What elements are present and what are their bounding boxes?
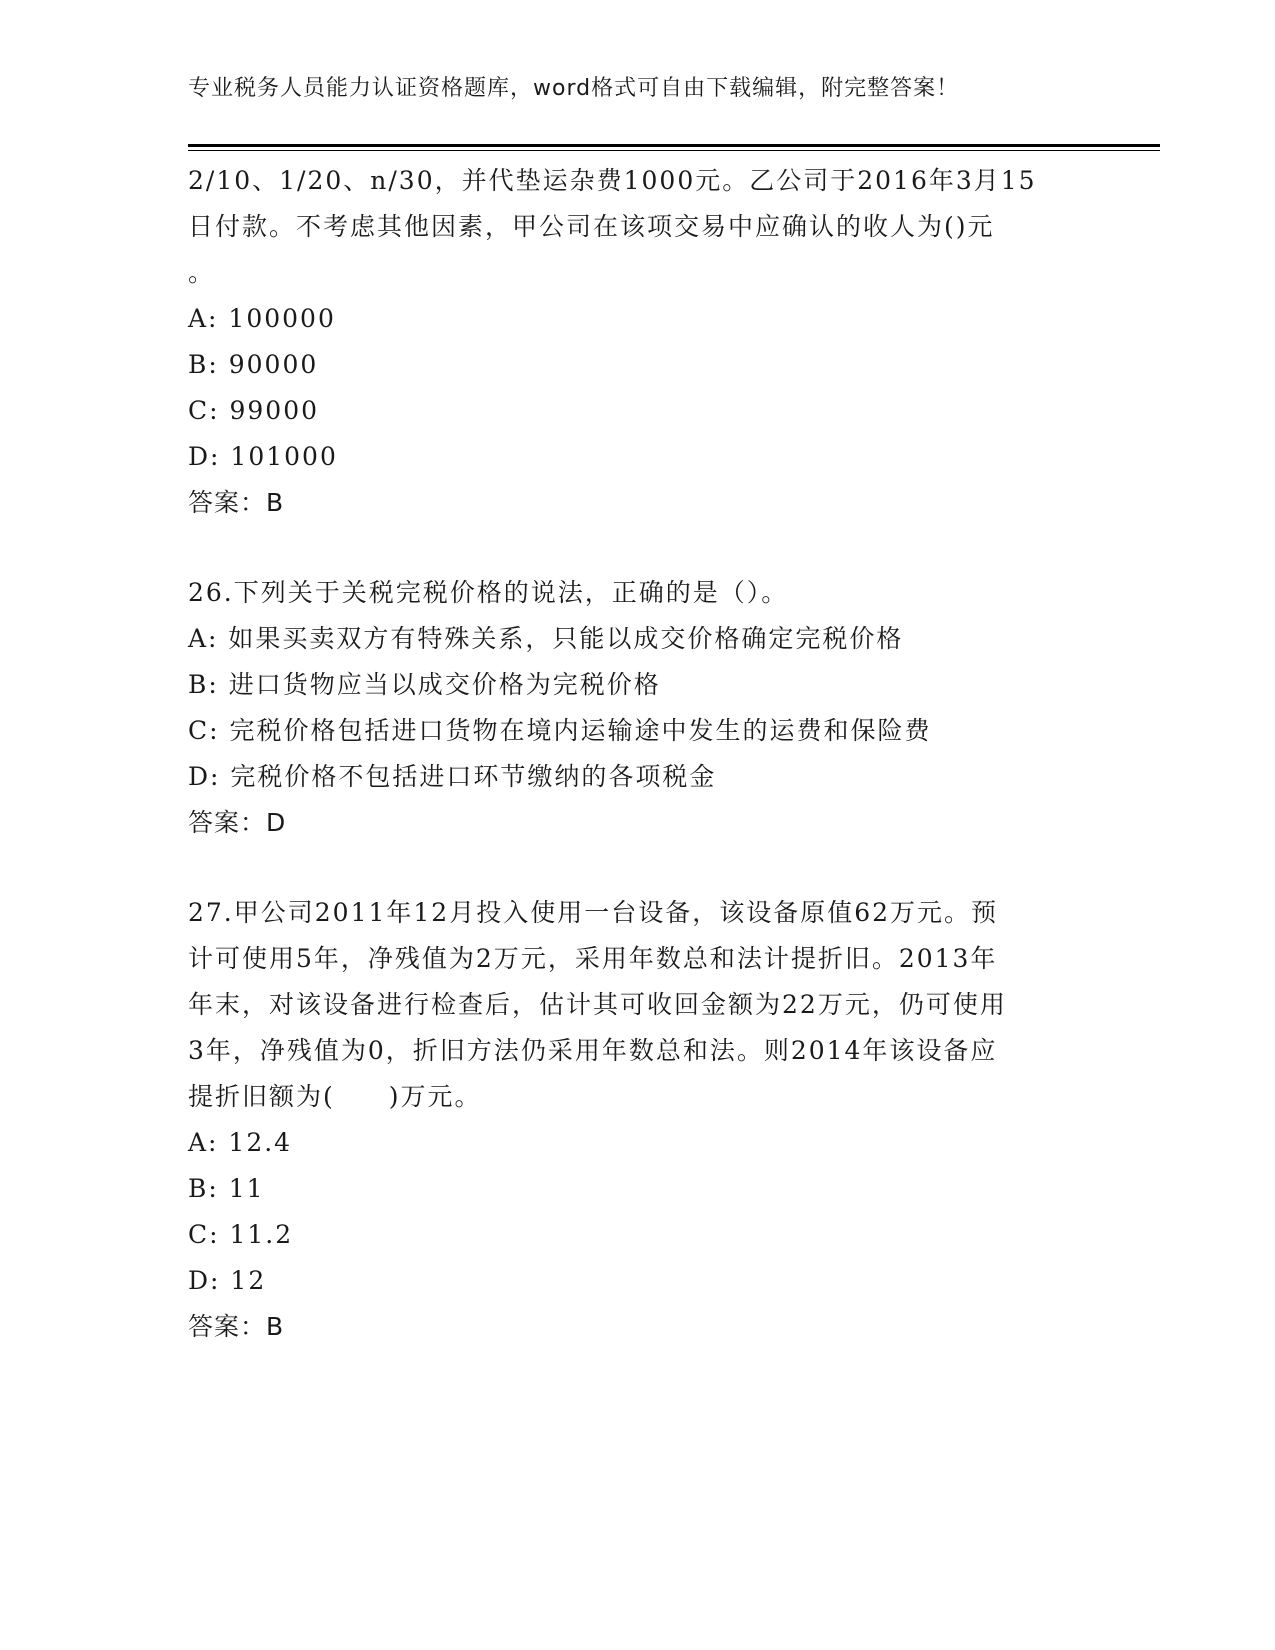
- option-b: B: 90000: [188, 350, 319, 379]
- option-a: A: 12.4: [188, 1128, 293, 1157]
- option-b: B: 进口货物应当以成交价格为完税价格: [188, 670, 661, 699]
- option-d: D: 101000: [188, 442, 338, 471]
- question-text-line: 日付款。不考虑其他因素，甲公司在该项交易中应确认的收人为()元: [188, 212, 995, 241]
- header-note: 专业税务人员能力认证资格题库，word格式可自由下载编辑，附完整答案！: [188, 76, 960, 101]
- option-c: C: 完税价格包括进口货物在境内运输途中发生的运费和保险费: [188, 716, 932, 745]
- question-text-line: 2/10、1/20、n/30，并代垫运杂费1000元。乙公司于2016年3月15: [188, 166, 1037, 195]
- question-text-line: 26.下列关于关税完税价格的说法，正确的是（）。: [188, 578, 789, 607]
- question-block-25: [188, 158, 1088, 526]
- question-text-line: 27.甲公司2011年12月投入使用一台设备，该设备原值62万元。预: [188, 898, 999, 927]
- option-c: C: 99000: [188, 396, 320, 425]
- header-rule-thick: [188, 144, 1160, 147]
- question-text-line: 计可使用5年，净残值为2万元，采用年数总和法计提折旧。2013年: [188, 944, 998, 973]
- option-d: D: 完税价格不包括进口环节缴纳的各项税金: [188, 762, 717, 791]
- answer-label: 答案：D: [188, 808, 287, 837]
- question-text-line: 提折旧额为( )万元。: [188, 1082, 482, 1111]
- option-b: B: 11: [188, 1174, 265, 1203]
- question-list: [188, 158, 1088, 1350]
- question-block-27: [188, 890, 1088, 1350]
- option-a: A: 100000: [188, 304, 336, 333]
- spacer: [188, 526, 1088, 570]
- option-d: D: 12: [188, 1266, 267, 1295]
- option-c: C: 11.2: [188, 1220, 294, 1249]
- question-text-line: 。: [188, 258, 216, 287]
- answer-label: 答案：B: [188, 1312, 285, 1341]
- answer-label: 答案：B: [188, 488, 285, 517]
- header-rule-thin: [188, 150, 1160, 151]
- question-text-line: 年末，对该设备进行检查后，估计其可收回金额为22万元，仍可使用: [188, 990, 1007, 1019]
- question-block-26: [188, 570, 1088, 846]
- option-a: A: 如果买卖双方有特殊关系，只能以成交价格确定完税价格: [188, 624, 904, 653]
- question-text-line: 3年，净残值为0，折旧方法仍采用年数总和法。则2014年该设备应: [188, 1036, 998, 1065]
- spacer: [188, 846, 1088, 890]
